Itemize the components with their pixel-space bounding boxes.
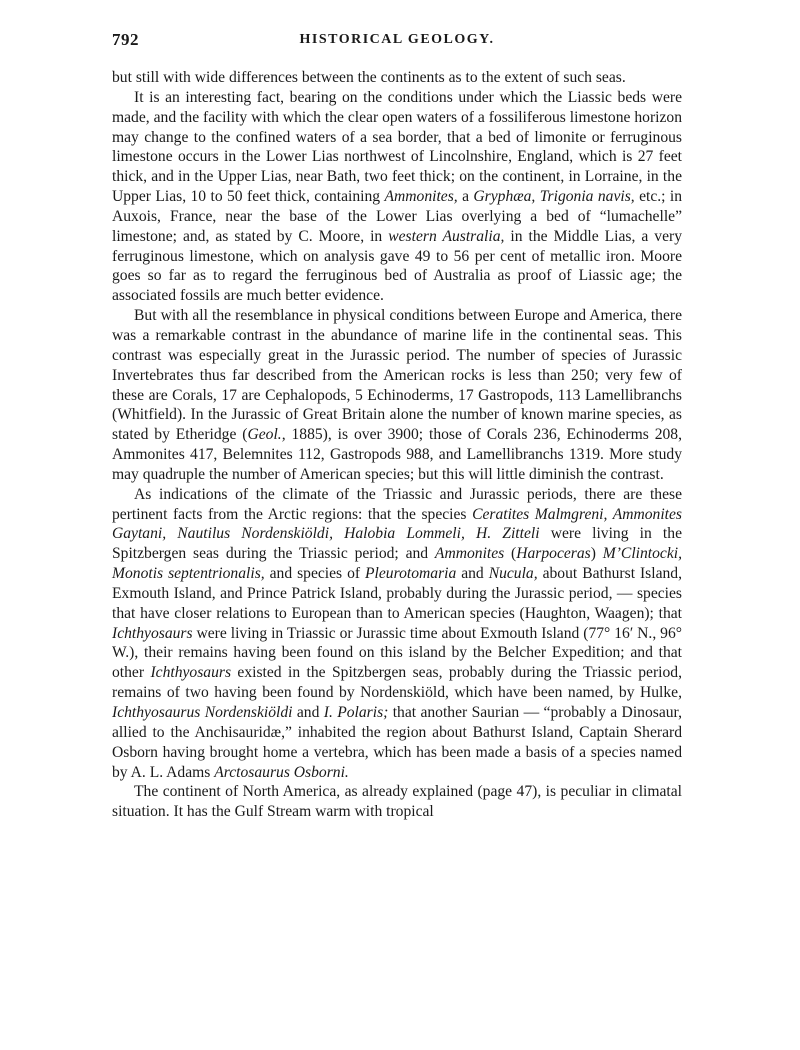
paragraph	[112, 782, 682, 822]
book-page	[112, 26, 682, 822]
italic-text: Harpoceras	[516, 545, 591, 563]
italic-text: M’Clintocki, Monotis septentrionalis,	[112, 545, 682, 583]
text-run: As indications of the climate of the Triassic and Jurassic periods, there are these pertinent facts from the Arctic regions: that the species	[112, 485, 682, 523]
page-number: 792	[112, 30, 139, 49]
italic-text: Ichthyosaurs	[112, 624, 193, 642]
body-text	[112, 68, 682, 822]
text-run: But with all the resemblance in physical conditions between Europe and America, there was a remarkable contrast in the abundance of marine life in the continental seas. This contrast was especially great in the Jurassic period. The number of species of Jurassic Invertebrates thus far described from the American rocks is less than 250; very few of these are Corals, 17 are Cephalopods, 5 Echinoderms, 17 Gastropods, 113 Lamellibranchs (Whitfield). In the Jurassic of Great Britain alone the number of known marine species, as stated by Etheridge (	[112, 307, 682, 444]
paragraph	[112, 306, 682, 485]
text-run: 1885), is over 3900; those of Corals 236, Echinoderms 208, Ammonites 417, Belemnites 112, Gastropods 988, and Lamellibranchs 1319. More study may quadruple the number of American species; but this will little diminish the contrast.	[112, 426, 682, 483]
italic-text: Ceratites Malmgreni, Ammonites Gaytani, Nautilus Nordenskiöldi, Halobia Lommeli, H. Zitteli	[112, 505, 682, 543]
text-run: and	[292, 704, 324, 721]
page-header	[112, 26, 682, 52]
text-run: about Bathurst Island, Exmouth Island, and Prince Patrick Island, probably during the Jurassic period, — species that have closer relations to European than to American species (Haughton, Waagen); that	[112, 565, 682, 622]
running-head: HISTORICAL GEOLOGY.	[299, 32, 495, 47]
text-run: were living in Triassic or Jurassic time about Exmouth Island (77° 16′ N., 96° W.), their remains having been found on this island by the Belcher Expedition; and that other	[112, 624, 682, 682]
text-run: that another Saurian — “probably a Dinosaur, allied to the Anchisauridæ,” inhabited the region about Bathurst Island, Captain Sherard Osborn having brought home a vertebra, which has been made a basis of a species named by A. L. Adams	[112, 704, 682, 781]
paragraph	[112, 88, 682, 306]
italic-text: Nucula,	[488, 565, 538, 583]
italic-text: Arctosaurus Osborni.	[214, 763, 349, 781]
text-run: (	[504, 545, 517, 563]
text-run: It is an interesting fact, bearing on the conditions under which the Liassic beds were made, and the facility with which the clear open waters of a fossiliferous limestone horizon may change to the confined waters of a sea border, that a bed of limonite or ferruginous limestone occurs in the Lower Lias northwest of Lincolnshire, England, which is 27 feet thick, and in the Upper Lias, near Bath, two feet thick; on the continent, in Lorraine, in the Upper Lias, 10 to 50 feet thick, containing	[112, 88, 682, 206]
paragraph	[112, 485, 682, 783]
italic-text: Ammonites	[434, 545, 505, 563]
text-run: in the Middle Lias, a very ferruginous limestone, which on analysis gave 49 to 56 per cent of metallic iron. Moore goes so far as to regard the ferruginous bed of Australia as proof of Liassic age; the associated fossils are much better evidence.	[112, 227, 683, 305]
italic-text: Ichthyosaurs	[150, 664, 232, 682]
text-run: )	[590, 545, 603, 563]
text-run: and species of	[264, 565, 366, 583]
text-run: but still with wide differences between the continents as to the extent of such seas.	[112, 69, 626, 86]
italic-text: western Australia,	[388, 227, 505, 245]
italic-text: Ichthyosaurus Nordenskiöldi	[112, 704, 293, 721]
italic-text: Pleurotomaria	[365, 565, 457, 583]
text-run: The continent of North America, as already explained (page 47), is peculiar in climatal situation. It has the Gulf Stream warm with tropical	[112, 783, 682, 821]
text-run: and	[456, 565, 489, 583]
paragraph	[112, 68, 682, 88]
italic-text: Ammonites,	[384, 188, 458, 206]
italic-text: I. Polaris;	[323, 704, 389, 721]
italic-text: Gryphæa, Trigonia navis,	[473, 188, 635, 206]
text-run: existed in the Spitzbergen seas, probably during the Triassic period, remains of two having been found by Nordenskiöld, which have been named, by Hulke,	[112, 664, 682, 702]
italic-text: Geol.,	[247, 426, 286, 444]
text-run: etc.; in Auxois, France, near the base of the Lower Lias overlying a bed of “lumachelle” limestone; and, as stated by C. Moore, in	[112, 188, 682, 245]
text-run: a	[457, 188, 474, 206]
text-run: were living in the Spitzbergen seas during the Triassic period; and	[112, 525, 682, 563]
